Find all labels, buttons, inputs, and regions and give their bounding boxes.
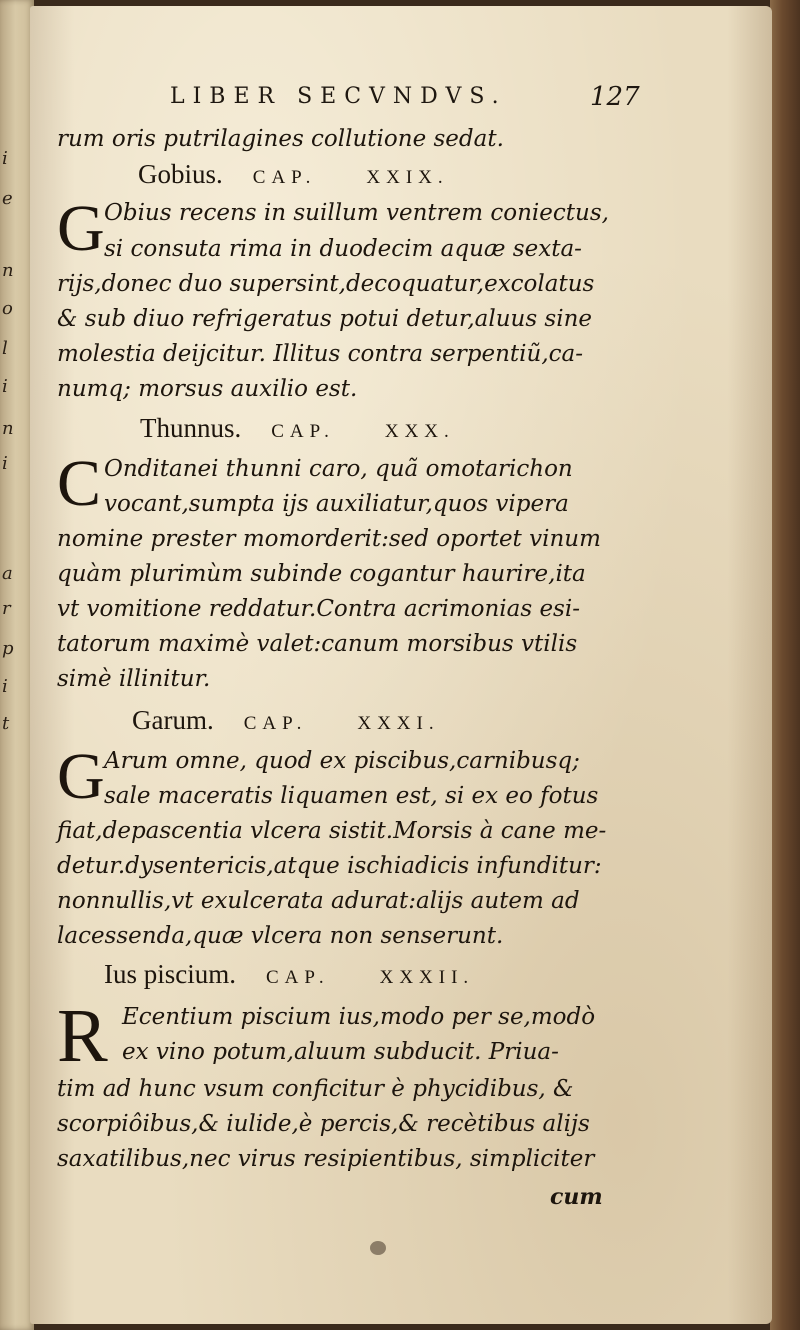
- chapter-cap: CAP.: [266, 967, 330, 988]
- text-line: Arum omne, quod ex piscibus,carnibusq;: [104, 748, 580, 774]
- text-line: numq; morsus auxilio est.: [57, 376, 358, 402]
- chapter-title: Thunnus.: [140, 413, 242, 443]
- text-line: quàm plurimùm subinde cogantur haurire,ita: [57, 561, 586, 587]
- margin-fragment: i: [2, 148, 8, 169]
- margin-fragment: n: [2, 418, 14, 439]
- drop-cap-initial: C: [57, 447, 102, 520]
- margin-fragment: i: [2, 676, 8, 697]
- chapter-number: XXX.: [384, 421, 455, 442]
- drop-cap-initial: R: [57, 994, 108, 1078]
- text-line: & sub diuo refrigeratus potui detur,aluus sine: [57, 306, 593, 332]
- ink-blot: [370, 1241, 386, 1255]
- text-line: Ecentium piscium ius,modo per se,modò: [122, 1004, 596, 1030]
- text-line: lacessenda,quæ vlcera non senserunt.: [57, 923, 504, 949]
- chapter-number: XXIX.: [366, 167, 449, 188]
- margin-fragment: o: [2, 298, 13, 319]
- chapter-number: XXXII.: [379, 967, 475, 988]
- text-line: simè illinitur.: [57, 666, 211, 692]
- text-line: saxatilibus,nec virus resipientibus, simpliciter: [57, 1146, 595, 1172]
- chapter-cap: CAP.: [271, 421, 335, 442]
- previous-page-edge: [0, 0, 34, 1330]
- chapter-cap: CAP.: [252, 167, 317, 188]
- text-line: nomine prester momorderit:sed oportet vinum: [57, 526, 601, 552]
- chapter-heading: [140, 412, 455, 449]
- chapter-heading: [132, 704, 440, 741]
- text-line: molestia deijcitur. Illitus contra serpentiũ,ca-: [57, 341, 584, 367]
- chapter-heading: [138, 158, 449, 195]
- catchword: cum: [550, 1184, 603, 1210]
- text-line: Obius recens in suillum ventrem coniectus,: [104, 200, 609, 226]
- running-head: [30, 78, 772, 118]
- text-line: Onditanei thunni caro, quã omotarichon: [104, 456, 573, 482]
- margin-fragment: t: [2, 713, 10, 734]
- text-line: rum oris putrilagines collutione sedat.: [57, 126, 504, 152]
- margin-fragment: l: [2, 338, 8, 359]
- text-line: detur.dysentericis,atque ischiadicis infunditur:: [57, 853, 602, 879]
- margin-fragment: i: [2, 376, 8, 397]
- chapter-title: Gobius.: [138, 159, 223, 189]
- chapter-number: XXXI.: [357, 713, 440, 734]
- chapter-heading: [104, 958, 474, 995]
- margin-fragment: e: [2, 188, 13, 209]
- text-line: si consuta rima in duodecim aquæ sexta-: [104, 236, 582, 262]
- text-line: vt vomitione reddatur.Contra acrimonias esi-: [57, 596, 580, 622]
- margin-fragment: p: [2, 638, 14, 659]
- chapter-cap: CAP.: [243, 713, 308, 734]
- text-line: tim ad hunc vsum conficitur è phycidibus, &: [57, 1076, 574, 1102]
- page-number: 127: [590, 82, 640, 112]
- text-line: tatorum maximè valet:canum morsibus vtilis: [57, 631, 578, 657]
- chapter-title: Ius piscium.: [104, 959, 236, 989]
- text-line: vocant,sumpta ijs auxiliatur,quos vipera: [104, 491, 569, 517]
- drop-cap-initial: G: [57, 740, 105, 813]
- chapter-title: Garum.: [132, 705, 214, 735]
- drop-cap-initial: G: [57, 192, 105, 265]
- margin-fragment: i: [2, 453, 8, 474]
- text-line: fiat,depascentia vlcera sistit.Morsis à cane me-: [57, 818, 607, 844]
- text-line: nonnullis,vt exulcerata adurat:alijs autem ad: [57, 888, 580, 914]
- margin-fragment: n: [2, 260, 14, 281]
- text-line: scorpiôibus,& iulide,è percis,& recètibus alijs: [57, 1111, 590, 1137]
- margin-fragment: r: [2, 598, 11, 619]
- running-head-title: LIBER SECVNDVS.: [170, 84, 507, 109]
- text-line: sale maceratis liquamen est, si ex eo fotus: [104, 783, 599, 809]
- book-page: [30, 6, 772, 1324]
- margin-fragment: a: [2, 563, 13, 584]
- text-line: ex vino potum,aluum subducit. Priua-: [122, 1039, 559, 1065]
- book-edge: [770, 0, 800, 1330]
- text-line: rijs,donec duo supersint,decoquatur,excolatus: [57, 271, 595, 297]
